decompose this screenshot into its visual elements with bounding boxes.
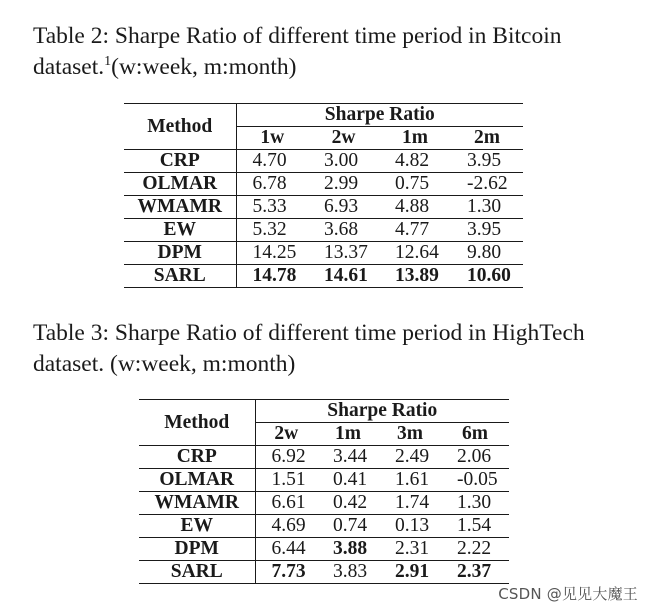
table2-period: 2m xyxy=(451,127,523,150)
table3-value-cell: 6.44 xyxy=(255,538,317,561)
watermark: CSDN @见见大魔王 xyxy=(498,585,638,603)
table2-value-cell: 4.77 xyxy=(379,219,451,242)
table2 xyxy=(124,103,523,288)
table2-caption-suffix: (w:week, m:month) xyxy=(111,54,297,80)
table3-row xyxy=(139,538,509,561)
table2-method-cell: WMAMR xyxy=(124,196,236,219)
table3-metric-header: Sharpe Ratio xyxy=(255,400,509,423)
table2-method-cell: SARL xyxy=(124,265,236,288)
table2-period: 1w xyxy=(236,127,308,150)
table3-method-cell: WMAMR xyxy=(139,492,255,515)
table3-value-cell: 3.88 xyxy=(317,538,379,561)
table2-value-cell: 0.75 xyxy=(379,173,451,196)
table3-value-cell: 2.91 xyxy=(379,561,441,584)
table3-period: 3m xyxy=(379,423,441,446)
table3-value-cell: 1.61 xyxy=(379,469,441,492)
table2-value-cell: 13.37 xyxy=(308,242,379,265)
table2-value-cell: 5.32 xyxy=(236,219,308,242)
table2-row xyxy=(124,196,523,219)
table2-value-cell: 3.95 xyxy=(451,150,523,173)
table2-method-header: Method xyxy=(124,104,236,150)
table3-period: 2w xyxy=(255,423,317,446)
table3-method-header: Method xyxy=(139,400,255,446)
table2-value-cell: 3.68 xyxy=(308,219,379,242)
table2-period: 1m xyxy=(379,127,451,150)
table3-value-cell: 2.49 xyxy=(379,446,441,469)
table2-value-cell: 3.00 xyxy=(308,150,379,173)
table3-value-cell: 2.06 xyxy=(441,446,509,469)
table3-value-cell: -0.05 xyxy=(441,469,509,492)
table2-value-cell: 5.33 xyxy=(236,196,308,219)
table3-row xyxy=(139,492,509,515)
table3-header-row xyxy=(139,400,509,423)
table2-method-cell: OLMAR xyxy=(124,173,236,196)
table3-value-cell: 3.83 xyxy=(317,561,379,584)
table3-row xyxy=(139,469,509,492)
table2-value-cell: 3.95 xyxy=(451,219,523,242)
table3-body xyxy=(139,446,509,584)
table2-row xyxy=(124,265,523,288)
table2-footnote-marker: 1 xyxy=(104,54,112,70)
table3-value-cell: 7.73 xyxy=(255,561,317,584)
table3-value-cell: 6.92 xyxy=(255,446,317,469)
table3-row xyxy=(139,561,509,584)
table2-value-cell: 1.30 xyxy=(451,196,523,219)
table3-value-cell: 1.74 xyxy=(379,492,441,515)
table3-method-cell: EW xyxy=(139,515,255,538)
table2-value-cell: 14.25 xyxy=(236,242,308,265)
table3-period: 1m xyxy=(317,423,379,446)
table2-value-cell: 2.99 xyxy=(308,173,379,196)
table3-row xyxy=(139,515,509,538)
table3-value-cell: 2.22 xyxy=(441,538,509,561)
table2-header-row xyxy=(124,104,523,127)
table3-value-cell: 1.30 xyxy=(441,492,509,515)
table2-value-cell: 4.82 xyxy=(379,150,451,173)
table2-value-cell: 9.80 xyxy=(451,242,523,265)
table3-period: 6m xyxy=(441,423,509,446)
table2-metric-header: Sharpe Ratio xyxy=(236,104,523,127)
table2-row xyxy=(124,150,523,173)
table2-caption xyxy=(33,21,623,83)
table2-method-cell: EW xyxy=(124,219,236,242)
table3-value-cell: 2.31 xyxy=(379,538,441,561)
table2-body xyxy=(124,150,523,288)
table2-value-cell: 14.78 xyxy=(236,265,308,288)
table2-value-cell: 4.88 xyxy=(379,196,451,219)
table3-value-cell: 0.41 xyxy=(317,469,379,492)
table2-row xyxy=(124,242,523,265)
table3-method-cell: SARL xyxy=(139,561,255,584)
table2-value-cell: 6.78 xyxy=(236,173,308,196)
table3-caption: Table 3: Sharpe Ratio of different time period in HighTech dataset. (w:week, m:month) xyxy=(33,320,585,377)
table3-value-cell: 4.69 xyxy=(255,515,317,538)
table2-row xyxy=(124,173,523,196)
table3-row xyxy=(139,446,509,469)
table2-method-cell: CRP xyxy=(124,150,236,173)
table3-value-cell: 6.61 xyxy=(255,492,317,515)
table3-value-cell: 0.13 xyxy=(379,515,441,538)
table3-method-cell: CRP xyxy=(139,446,255,469)
table2-value-cell: 4.70 xyxy=(236,150,308,173)
table2-method-cell: DPM xyxy=(124,242,236,265)
table3-value-cell: 1.51 xyxy=(255,469,317,492)
table2-row xyxy=(124,219,523,242)
table3 xyxy=(139,399,509,584)
table2-value-cell: 13.89 xyxy=(379,265,451,288)
table3-method-cell: DPM xyxy=(139,538,255,561)
table2-caption-text: Table 2: Sharpe Ratio of different time period in Bitcoin dataset. xyxy=(33,23,562,80)
table2-value-cell: 12.64 xyxy=(379,242,451,265)
table2-value-cell: 6.93 xyxy=(308,196,379,219)
table2-value-cell: 10.60 xyxy=(451,265,523,288)
table2-period: 2w xyxy=(308,127,379,150)
table2-value-cell: -2.62 xyxy=(451,173,523,196)
table3-value-cell: 0.42 xyxy=(317,492,379,515)
table3-value-cell: 2.37 xyxy=(441,561,509,584)
table3-value-cell: 3.44 xyxy=(317,446,379,469)
table3-value-cell: 0.74 xyxy=(317,515,379,538)
table3-value-cell: 1.54 xyxy=(441,515,509,538)
table3-method-cell: OLMAR xyxy=(139,469,255,492)
table2-value-cell: 14.61 xyxy=(308,265,379,288)
